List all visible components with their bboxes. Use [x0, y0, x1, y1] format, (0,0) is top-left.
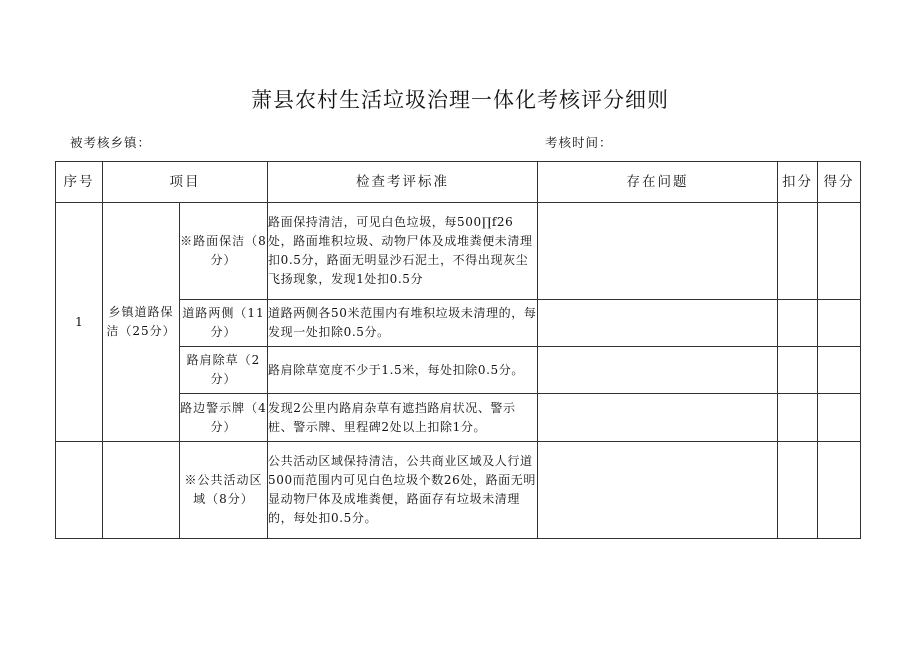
row-number: [56, 442, 103, 539]
score-cell: [818, 347, 861, 394]
table-row: [56, 203, 861, 300]
assessed-town-label: 被考核乡镇：: [70, 135, 152, 150]
issue-cell: [538, 442, 778, 539]
header-row: [56, 162, 861, 203]
score-cell: [818, 442, 861, 539]
deduct-cell: [778, 394, 818, 442]
score-cell: [818, 203, 861, 300]
table-row: [56, 442, 861, 539]
standard-text: 路面保持清洁，可见白色垃圾，每500∏f26处，路面堆积垃圾、动物尸体及成堆粪便未清理扣0.5分，路面无明显沙石泥土，不得出现灰尘飞扬现象，发现1处扣0.5分: [268, 203, 538, 300]
issue-cell: [538, 347, 778, 394]
sub-item: ※路面保洁（8分）: [180, 203, 268, 300]
score-cell: [818, 300, 861, 347]
scoring-table: [55, 161, 861, 539]
sub-item: ※公共活动区域（8分）: [180, 442, 268, 539]
standard-text: 路肩除草宽度不少于1.5米，每处扣除0.5分。: [268, 347, 538, 394]
header-item: 项目: [103, 162, 268, 203]
sub-item: 道路两侧（11分）: [180, 300, 268, 347]
issue-cell: [538, 394, 778, 442]
deduct-cell: [778, 203, 818, 300]
header-standard: 检查考评标准: [268, 162, 538, 203]
header-issue: 存在问题: [538, 162, 778, 203]
sub-item: 路边警示牌（4分）: [180, 394, 268, 442]
item-name: 乡镇道路保洁（25分）: [103, 203, 180, 442]
standard-text: 发现2公里内路肩杂草有遮挡路肩状况、警示桩、警示牌、里程碑2处以上扣除1分。: [268, 394, 538, 442]
sub-item: 路肩除草（2分）: [180, 347, 268, 394]
deduct-cell: [778, 347, 818, 394]
standard-text: 道路两侧各50米范围内有堆积垃圾未清理的，每发现一处扣除0.5分。: [268, 300, 538, 347]
score-cell: [818, 394, 861, 442]
header-no: 序号: [56, 162, 103, 203]
issue-cell: [538, 300, 778, 347]
deduct-cell: [778, 300, 818, 347]
header-deduct: 扣分: [778, 162, 818, 203]
header-score: 得分: [818, 162, 861, 203]
issue-cell: [538, 203, 778, 300]
assessment-time-label: 考核时间：: [545, 135, 613, 150]
deduct-cell: [778, 442, 818, 539]
standard-text: 公共活动区域保持清洁，公共商业区域及人行道500而范围内可见白色垃圾个数26处，路面无明显动物尸体及成堆粪便，路面存有垃圾未清理的，每处扣0.5分。: [268, 442, 538, 539]
row-number: 1: [56, 203, 103, 442]
document-title: 萧县农村生活垃圾治理一体化考核评分细则: [251, 88, 669, 112]
item-name: [103, 442, 180, 539]
